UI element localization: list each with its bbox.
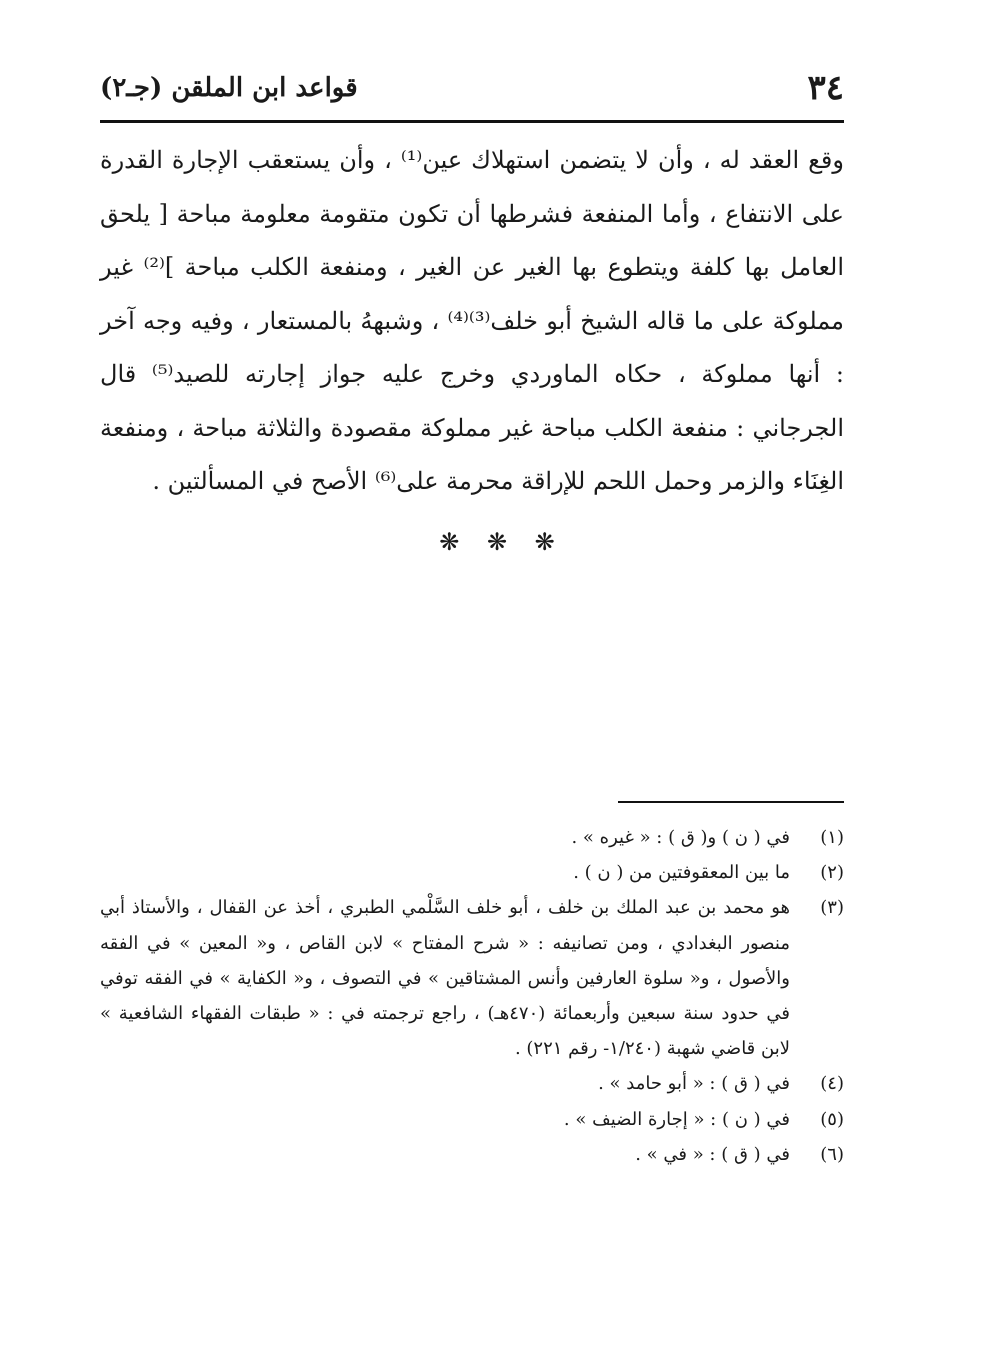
footnote-text: هو محمد بن عبد الملك بن خلف ، أبو خلف السَّلْمي الطبري ، أخذ عن القفال ، والأستاذ أبي منصور البغدادي ، ومن تصانيفه : « شرح المفتاح » لابن القاص ، و« المعين » في الفقه والأصول ، و« سلوة العارفين وأنس المشتاقين » في التصوف ، و« الكفاية » في الفقه توفي في حدود سنة سبعين وأربعمائة (٤٧٠هـ) ، راجع ترجمته في : « طبقات الفقهاء الشافعية » لابن قاضي شهبة (١/٢٤٠- رقم ٢٢١) . bbox=[100, 897, 790, 1060]
page-number: ٣٤ bbox=[807, 68, 844, 108]
footnote-item bbox=[100, 1066, 844, 1101]
footnote-item bbox=[100, 1102, 844, 1137]
footnote-number: (٦) bbox=[820, 1143, 844, 1165]
main-paragraph: وقع العقد له ، وأن لا يتضمن استهلاك عين⁽¹⁾ ، وأن يستعقب الإجارة القدرة على الانتفاع ، وأما المنفعة فشرطها أن تكون متقومة معلومة مباحة [ يلحق العامل بها كلفة ويتطوع بها الغير عن الغير ، ومنفعة الكلب مباحة ]⁽²⁾ غير مملوكة على ما قاله الشيخ أبو خلف⁽³⁾⁽⁴⁾ ، وشبههُ بالمستعار ، وفيه وجه آخر : أنها مملوكة ، حكاه الماوردي وخرج عليه جواز إجارته للصيد⁽⁵⁾ قال الجرجاني : منفعة الكلب مباحة غير مملوكة مقصودة والثلاثة مباحة ، ومنفعة الغِنَاء والزمر وحمل اللحم للإراقة محرمة على⁽⁶⁾ الأصح في المسألتين . bbox=[100, 146, 844, 495]
footnote-item bbox=[100, 855, 844, 890]
footnote-text: ما بين المعقوفتين من ( ن ) . bbox=[573, 862, 790, 884]
page-header bbox=[100, 64, 844, 123]
footnote-item bbox=[100, 820, 844, 855]
main-text-body bbox=[100, 134, 844, 509]
footnote-number: (٣) bbox=[820, 897, 844, 919]
footnote-text: في ( ق ) : « أبو حامد » . bbox=[598, 1073, 790, 1095]
footnote-number: (٤) bbox=[820, 1073, 844, 1095]
footnote-item bbox=[100, 1137, 844, 1172]
footnote-item bbox=[100, 890, 844, 1066]
footnote-number: (١) bbox=[820, 827, 844, 848]
footnote-number: (٢) bbox=[820, 862, 844, 884]
footnote-separator bbox=[618, 801, 844, 803]
footnotes-list bbox=[100, 820, 844, 1172]
footnote-text: في ( ن ) : « إجارة الضيف » . bbox=[563, 1108, 790, 1130]
footnote-text: في ( ق ) : « في » . bbox=[635, 1143, 790, 1165]
section-ornament: ❋ ❋ ❋ bbox=[439, 528, 565, 556]
footnote-number: (٥) bbox=[820, 1108, 844, 1130]
footnote-text: في ( ن ) و( ق ) : « غيره » . bbox=[571, 827, 790, 848]
running-title: قواعد ابن الملقن (جـ٢) bbox=[100, 73, 358, 103]
